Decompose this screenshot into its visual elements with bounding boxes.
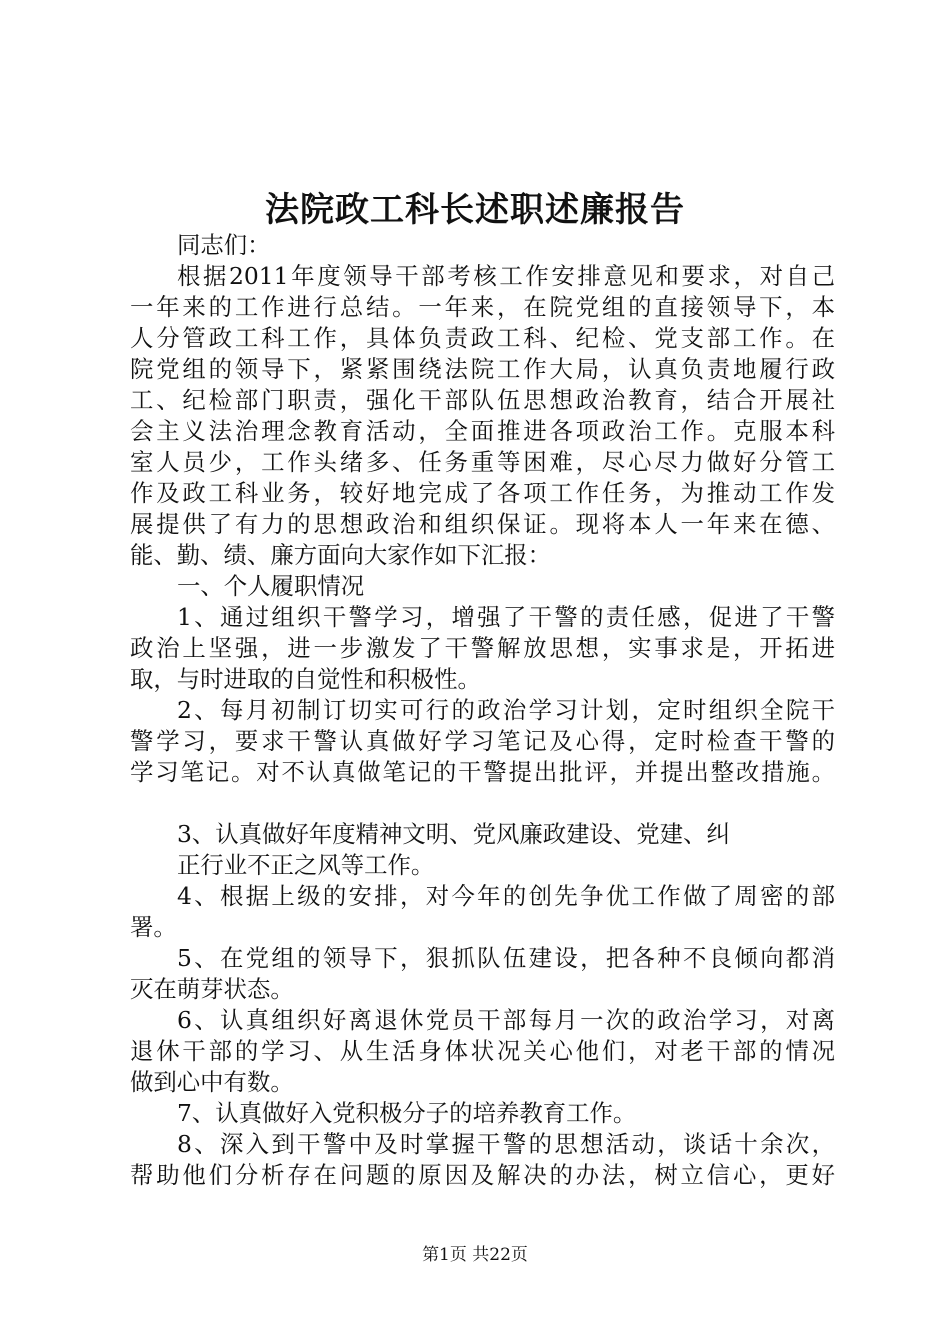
text-line: 正行业不正之风等工作。 [177, 851, 435, 879]
text-line: 院党组的领导下，紧紧围绕法院工作大局，认真负责地履行政 [130, 355, 835, 383]
text-line: 1、通过组织干警学习，增强了干警的责任感，促进了干警 [177, 603, 835, 631]
text-line: 一、个人履职情况 [177, 572, 365, 600]
text-line: 工、纪检部门职责，强化干部队伍思想政治教育，结合开展社 [130, 386, 835, 414]
text-line [130, 788, 835, 819]
document-title: 法院政工科长述职述廉报告 [265, 190, 685, 230]
text-line: 室人员少，工作头绪多、任务重等困难，尽心尽力做好分管工 [130, 448, 835, 476]
text-line: 政治上坚强，进一步激发了干警解放思想，实事求是，开拓进 [130, 634, 835, 662]
text-line: 警学习，要求干警认真做好学习笔记及心得，定时检查干警的 [130, 727, 835, 755]
text-line: 能、勤、绩、廉方面向大家作如下汇报： [130, 541, 552, 569]
text-line: 做到心中有数。 [130, 1068, 294, 1096]
text-line: 取，与时进取的自觉性和积极性。 [130, 665, 481, 693]
document-body [130, 230, 835, 1191]
text-line: 帮助他们分析存在问题的原因及解决的办法，树立信心，更好 [130, 1161, 835, 1189]
text-line: 6、认真组织好离退休党员干部每月一次的政治学习，对离 [177, 1006, 835, 1034]
text-line: 展提供了有力的思想政治和组织保证。现将本人一年来在德、 [130, 510, 835, 538]
text-line: 署。 [130, 913, 177, 941]
text-line: 5、在党组的领导下，狠抓队伍建设，把各种不良倾向都消 [177, 944, 835, 972]
text-line: 会主义法治理念教育活动，全面推进各项政治工作。克服本科 [130, 417, 835, 445]
text-line: 学习笔记。对不认真做笔记的干警提出批评，并提出整改措施。 [130, 758, 835, 786]
page-footer: 第1页 共22页 [422, 1245, 528, 1265]
text-line: 3、认真做好年度精神文明、党风廉政建设、党建、纠 [177, 820, 730, 848]
text-line: 人分管政工科工作，具体负责政工科、纪检、党支部工作。在 [130, 324, 835, 352]
salutation: 同志们： [177, 231, 271, 259]
text-line: 根据2011年度领导干部考核工作安排意见和要求，对自己 [177, 262, 835, 290]
text-line: 作及政工科业务，较好地完成了各项工作任务，为推动工作发 [130, 479, 835, 507]
text-line: 退休干部的学习、从生活身体状况关心他们，对老干部的情况 [130, 1037, 835, 1065]
text-line: 7、认真做好入党积极分子的培养教育工作。 [177, 1099, 637, 1127]
text-line: 8、深入到干警中及时掌握干警的思想活动，谈话十余次， [177, 1130, 835, 1158]
text-line: 灭在萌芽状态。 [130, 975, 294, 1003]
text-line: 2、每月初制订切实可行的政治学习计划，定时组织全院干 [177, 696, 835, 724]
text-line: 一年来的工作进行总结。一年来，在院党组的直接领导下，本 [130, 293, 835, 321]
text-line: 4、根据上级的安排，对今年的创先争优工作做了周密的部 [177, 882, 835, 910]
